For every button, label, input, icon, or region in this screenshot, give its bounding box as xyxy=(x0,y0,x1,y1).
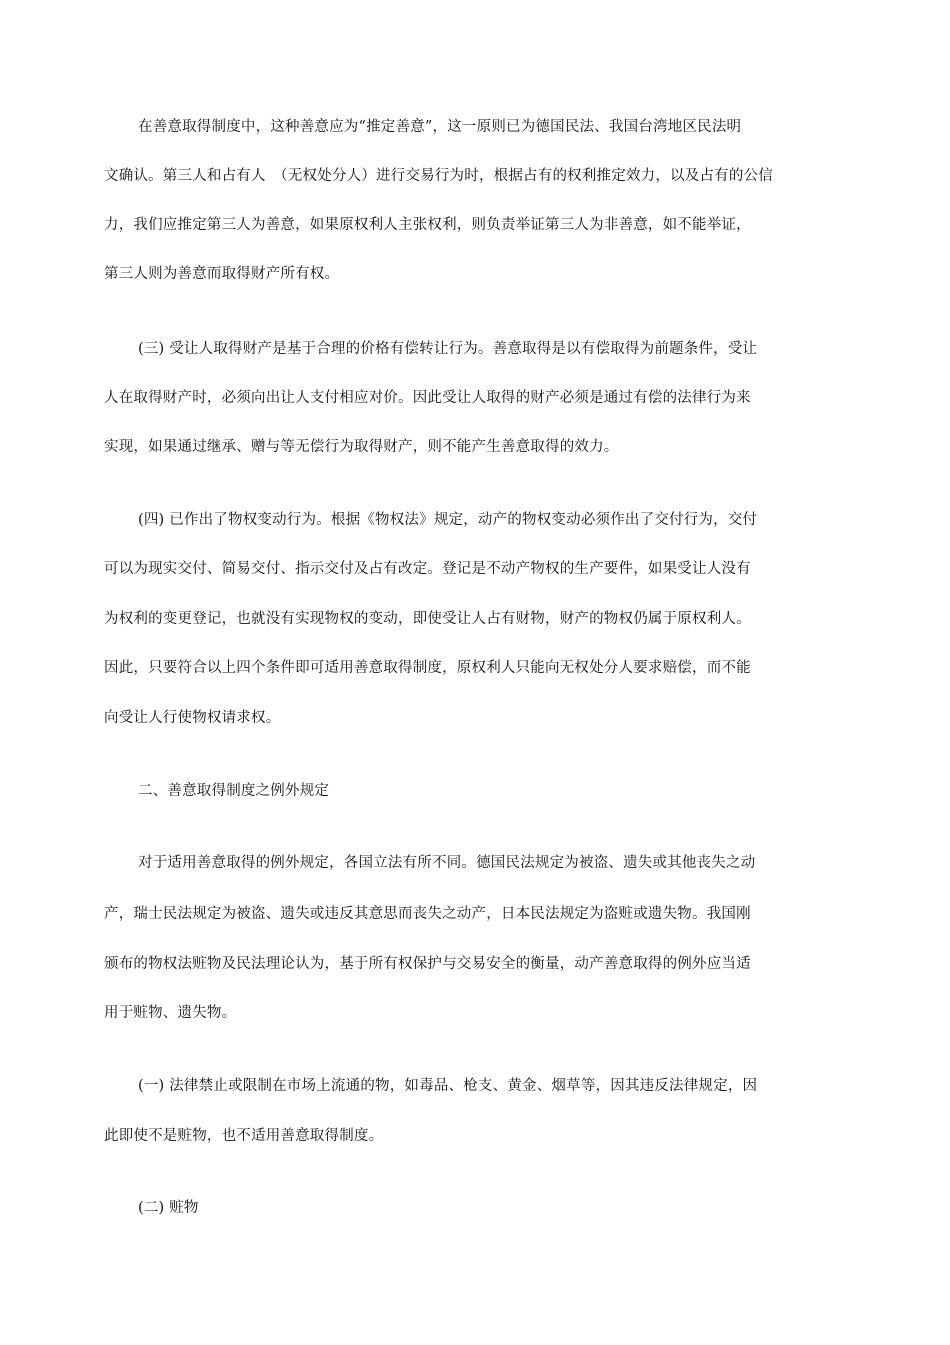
section-heading: 二、善意取得制度之例外规定 xyxy=(138,783,330,799)
paragraph-line: 在善意取得制度中，这种善意应为“推定善意”，这一原则已为德国民法、我国台湾地区民法明 xyxy=(138,119,742,135)
paragraph-line: (四) 已作出了物权变动行为。根据《物权法》规定，动产的物权变动必须作出了交付行为，交付 xyxy=(138,512,758,528)
paragraph-line: (三) 受让人取得财产是基于合理的价格有偿转让行为。善意取得是以有偿取得为前题条件，受让 xyxy=(138,341,758,357)
subsection-heading: (二) 赃物 xyxy=(138,1200,199,1216)
paragraph-line: (一) 法律禁止或限制在市场上流通的物，如毒品、枪支、黄金、烟草等，因其违反法律规定，因 xyxy=(138,1078,758,1094)
paragraph-line: 实现，如果通过继承、赠与等无偿行为取得财产，则不能产生善意取得的效力。 xyxy=(104,439,619,455)
paragraph-line: 人在取得财产时，必须向出让人支付相应对价。因此受让人取得的财产必须是通过有偿的法律行为来 xyxy=(104,390,751,406)
paragraph-line: 文确认。第三人和占有人 （无权处分人）进行交易行为时，根据占有的权利推定效力，以及占有的公信 xyxy=(104,168,773,184)
paragraph-line: 因此，只要符合以上四个条件即可适用善意取得制度，原权利人只能向无权处分人要求赔偿，而不能 xyxy=(104,660,751,676)
paragraph-line: 为权利的变更登记，也就没有实现物权的变动，即使受让人占有财物，财产的物权仍属于原权利人。 xyxy=(104,611,751,627)
paragraph-line: 可以为现实交付、简易交付、指示交付及占有改定。登记是不动产物权的生产要件，如果受让人没有 xyxy=(104,561,751,577)
paragraph-line: 向受让人行使物权请求权。 xyxy=(104,710,281,726)
paragraph-line: 此即使不是赃物，也不适用善意取得制度。 xyxy=(104,1128,384,1144)
paragraph-line: 颁布的物权法赃物及民法理论认为，基于所有权保护与交易安全的衡量，动产善意取得的例外应当适 xyxy=(104,956,751,972)
paragraph-line: 力，我们应推定第三人为善意，如果原权利人主张权利，则负责举证第三人为非善意，如不能举证， xyxy=(104,217,751,233)
paragraph-line: 对于适用善意取得的例外规定，各国立法有所不同。德国民法规定为被盗、遗失或其他丧失之动 xyxy=(138,855,756,871)
paragraph-line: 产，瑞士民法规定为被盗、遗失或违反其意思而丧失之动产，日本民法规定为盗赃或遗失物。我国刚 xyxy=(104,906,751,922)
paragraph-line: 第三人则为善意而取得财产所有权。 xyxy=(104,266,340,282)
paragraph-line: 用于赃物、遗失物。 xyxy=(104,1005,237,1021)
